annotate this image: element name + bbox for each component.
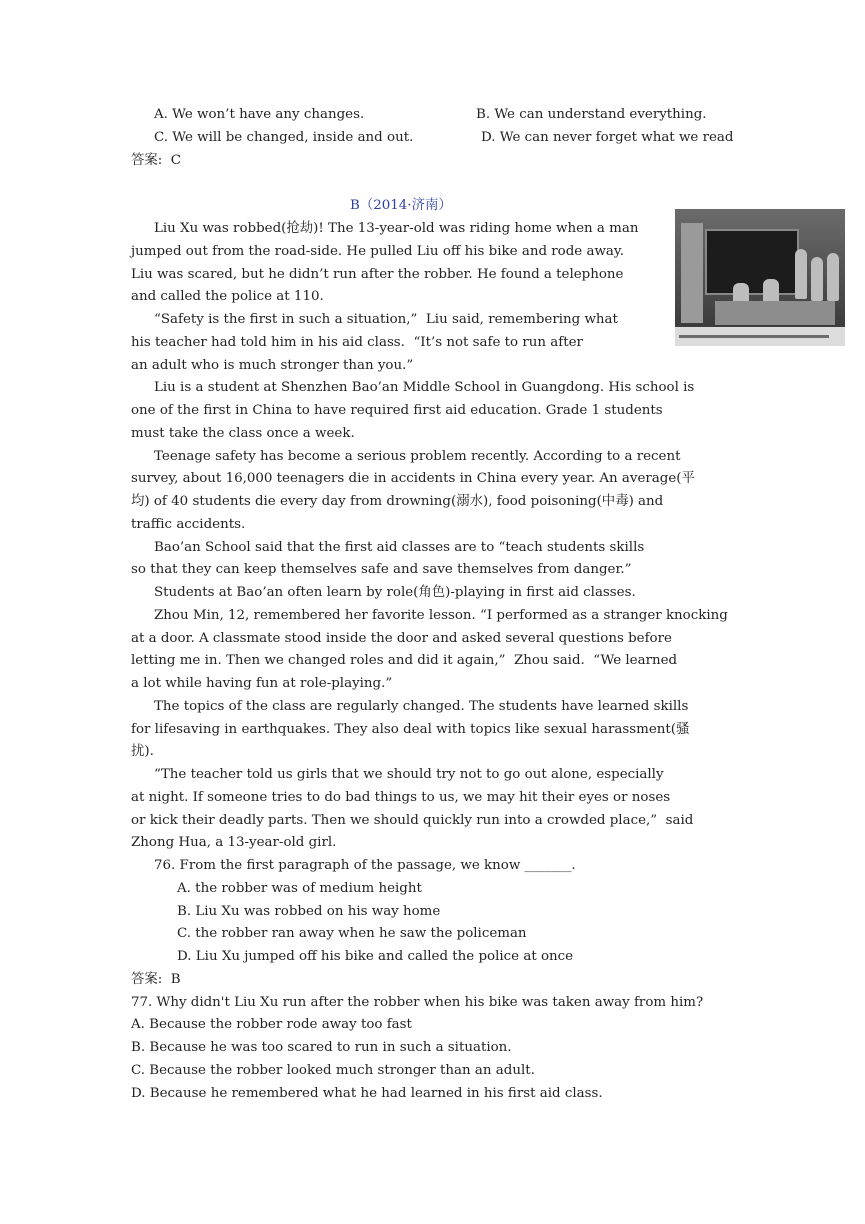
passage-line: for lifesaving in earthquakes. They also deal with topics like sexual harassment(骚 bbox=[131, 722, 690, 737]
option-d: D. We can never forget what we read bbox=[481, 130, 734, 145]
passage-line: so that they can keep themselves safe and save themselves from danger.” bbox=[131, 562, 632, 577]
question-76-stem: 76. From the first paragraph of the passage, we know _______. bbox=[154, 858, 576, 873]
question-76-option: B. Liu Xu was robbed on his way home bbox=[177, 904, 441, 919]
section-heading: B（2014·济南） bbox=[350, 198, 452, 213]
question-76-answer: 答案: B bbox=[131, 972, 181, 987]
question-77-stem: 77. Why didn't Liu Xu run after the robber when his bike was taken away from him? bbox=[131, 995, 704, 1010]
question-77-option: B. Because he was too scared to run in such a situation. bbox=[131, 1040, 512, 1055]
passage-line: must take the class once a week. bbox=[131, 426, 355, 441]
option-c: C. We will be changed, inside and out. bbox=[154, 130, 414, 145]
passage-line: Liu was scared, but he didn’t run after the robber. He found a telephone bbox=[131, 267, 624, 282]
passage-line: “Safety is the first in such a situation,” Liu said, remembering what bbox=[154, 312, 618, 327]
classroom-photo bbox=[675, 209, 845, 346]
option-a: A. We won’t have any changes. bbox=[154, 107, 365, 122]
passage-line: his teacher had told him in his aid class. “It’s not safe to run after bbox=[131, 335, 583, 350]
passage-line: Zhou Min, 12, remembered her favorite lesson. “I performed as a stranger knocking bbox=[154, 608, 728, 623]
passage-line: Students at Bao’an often learn by role(角色)-playing in first aid classes. bbox=[154, 585, 636, 600]
passage-line: an adult who is much stronger than you.” bbox=[131, 358, 414, 373]
question-76-option: A. the robber was of medium height bbox=[177, 881, 422, 896]
question-77-option: C. Because the robber looked much stronger than an adult. bbox=[131, 1063, 535, 1078]
passage-line: and called the police at 110. bbox=[131, 289, 324, 304]
passage-line: a lot while having fun at role-playing.” bbox=[131, 676, 393, 691]
passage-line: The topics of the class are regularly changed. The students have learned skills bbox=[154, 699, 689, 714]
passage-line: 均) of 40 students die every day from drowning(溺水), food poisoning(中毒) and bbox=[131, 494, 664, 509]
passage-line: Zhong Hua, a 13-year-old girl. bbox=[131, 835, 337, 850]
passage-line: Liu Xu was robbed(抢劫)! The 13-year-old was riding home when a man bbox=[154, 221, 639, 236]
passage-line: “The teacher told us girls that we should try not to go out alone, especially bbox=[154, 767, 664, 782]
passage-line: Bao’an School said that the first aid classes are to “teach students skills bbox=[154, 540, 645, 555]
answer-label: 答案: C bbox=[131, 153, 182, 168]
question-77-option: A. Because the robber rode away too fast bbox=[131, 1017, 412, 1032]
passage-line: Teenage safety has become a serious problem recently. According to a recent bbox=[154, 449, 681, 464]
passage-line: at a door. A classmate stood inside the door and asked several questions before bbox=[131, 631, 672, 646]
passage-line: Liu is a student at Shenzhen Bao’an Middle School in Guangdong. His school is bbox=[154, 380, 695, 395]
passage-line: or kick their deadly parts. Then we should quickly run into a crowded place,” said bbox=[131, 813, 694, 828]
question-76-option: D. Liu Xu jumped off his bike and called the police at once bbox=[177, 949, 574, 964]
passage-line: 扰). bbox=[131, 744, 154, 759]
passage-line: jumped out from the road-side. He pulled Liu off his bike and rode away. bbox=[131, 244, 624, 259]
passage-line: survey, about 16,000 teenagers die in accidents in China every year. An average(平 bbox=[131, 471, 695, 486]
passage-line: traffic accidents. bbox=[131, 517, 246, 532]
passage-line: letting me in. Then we changed roles and did it again,” Zhou said. “We learned bbox=[131, 653, 678, 668]
passage-line: one of the first in China to have required first aid education. Grade 1 students bbox=[131, 403, 663, 418]
option-b: B. We can understand everything. bbox=[476, 107, 707, 122]
question-77-option: D. Because he remembered what he had learned in his first aid class. bbox=[131, 1086, 603, 1101]
question-76-option: C. the robber ran away when he saw the policeman bbox=[177, 926, 527, 941]
passage-line: at night. If someone tries to do bad things to us, we may hit their eyes or noses bbox=[131, 790, 671, 805]
